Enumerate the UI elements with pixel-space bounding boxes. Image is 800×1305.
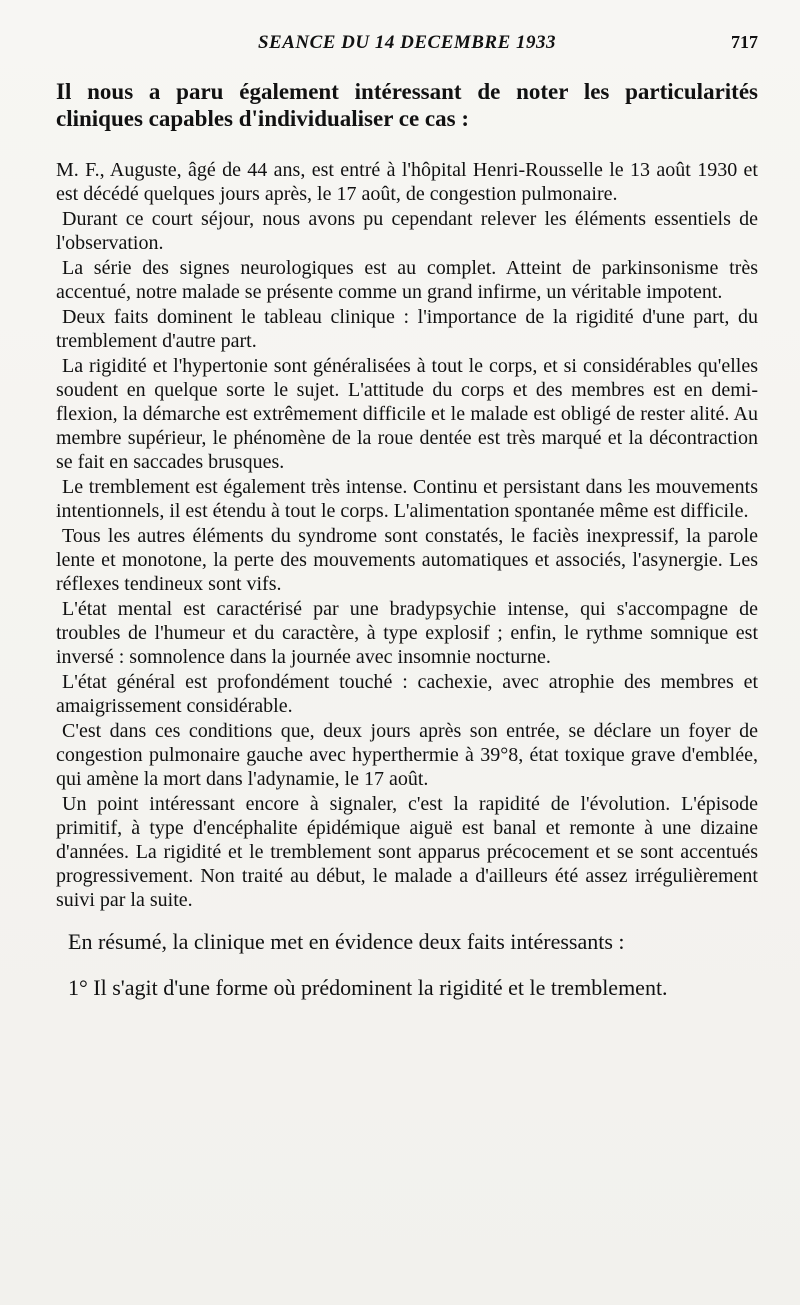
paragraph-general-state: L'état général est profondément touché : cachexie, avec atrophie des membres et amaigrissement considérable. [56, 671, 758, 717]
paragraph-syndrome: Tous les autres éléments du syndrome sont constatés, le faciès inexpressif, la parole lente et monotone, la perte des mouvements automatiques et associés, l'asynergie. Les réflexes tendineux sont vifs. [56, 525, 758, 595]
paragraph-rigidity: La rigidité et l'hypertonie sont généralisées à tout le corps, et si considérables qu'elles soudent en quelque sorte le sujet. L'attitude du corps et des membres est en demi-flexion, la démarche est extrêmement difficile et le malade est obligé de rester alité. Au membre supérieur, le phénomène de la roue dentée est très marqué et la décontraction se fait en saccades brusques. [56, 355, 758, 473]
running-head [56, 32, 758, 56]
paragraph-tremor: Le tremblement est également très intense. Continu et persistant dans les mouvements intentionnels, il est étendu à tout le corps. L'alimentation spontanée même est difficile. [56, 476, 758, 522]
paragraph-evolution: Un point intéressant encore à signaler, c'est la rapidité de l'évolution. L'épisode primitif, à type d'encéphalite épidémique aiguë est banal et remonte à une dizaine d'années. La rigidité et le tremblement sont apparus précocement et se sont accentués progressivement. Non traité au début, le malade a d'ailleurs été assez irrégulièrement suivi par la suite. [56, 793, 758, 911]
paragraph-congestion: C'est dans ces conditions que, deux jours après son entrée, se déclare un foyer de congestion pulmonaire gauche avec hyperthermie à 39°8, état toxique grave d'emblée, qui amène la mort dans l'adynamie, le 17 août. [56, 720, 758, 790]
paragraph-patient: M. F., Auguste, âgé de 44 ans, est entré à l'hôpital Henri-Rousselle le 13 août 1930 et est décédé quelques jours après, le 17 août, de congestion pulmonaire. [56, 159, 758, 205]
point-1: 1° Il s'agit d'une forme où prédominent la rigidité et le tremblement. [68, 975, 668, 1000]
paragraph-clinical-picture: Deux faits dominent le tableau clinique : l'importance de la rigidité d'une part, du tremblement d'autre part. [56, 306, 758, 352]
summary-paragraph: En résumé, la clinique met en évidence deux faits intéressants : [68, 929, 625, 954]
intro-paragraph: Il nous a paru également intéressant de noter les particularités cliniques capables d'individualiser ce cas : [56, 79, 758, 131]
running-title: SEANCE DU 14 DECEMBRE 1933 [257, 32, 557, 53]
paragraph-neurological-signs: La série des signes neurologiques est au complet. Atteint de parkinsonisme très accentué, notre malade se présente comme un grand infirme, un véritable impotent. [56, 257, 758, 303]
page-number: 717 [731, 32, 758, 52]
paragraph-mental-state: L'état mental est caractérisé par une bradypsychie intense, qui s'accompagne de troubles de l'humeur et du caractère, à type explosif ; enfin, le rythme somnique est inversé : somnolence dans la journée avec insomnie nocturne. [56, 598, 758, 668]
paragraph-observation: Durant ce court séjour, nous avons pu cependant relever les éléments essentiels de l'observation. [56, 208, 758, 254]
